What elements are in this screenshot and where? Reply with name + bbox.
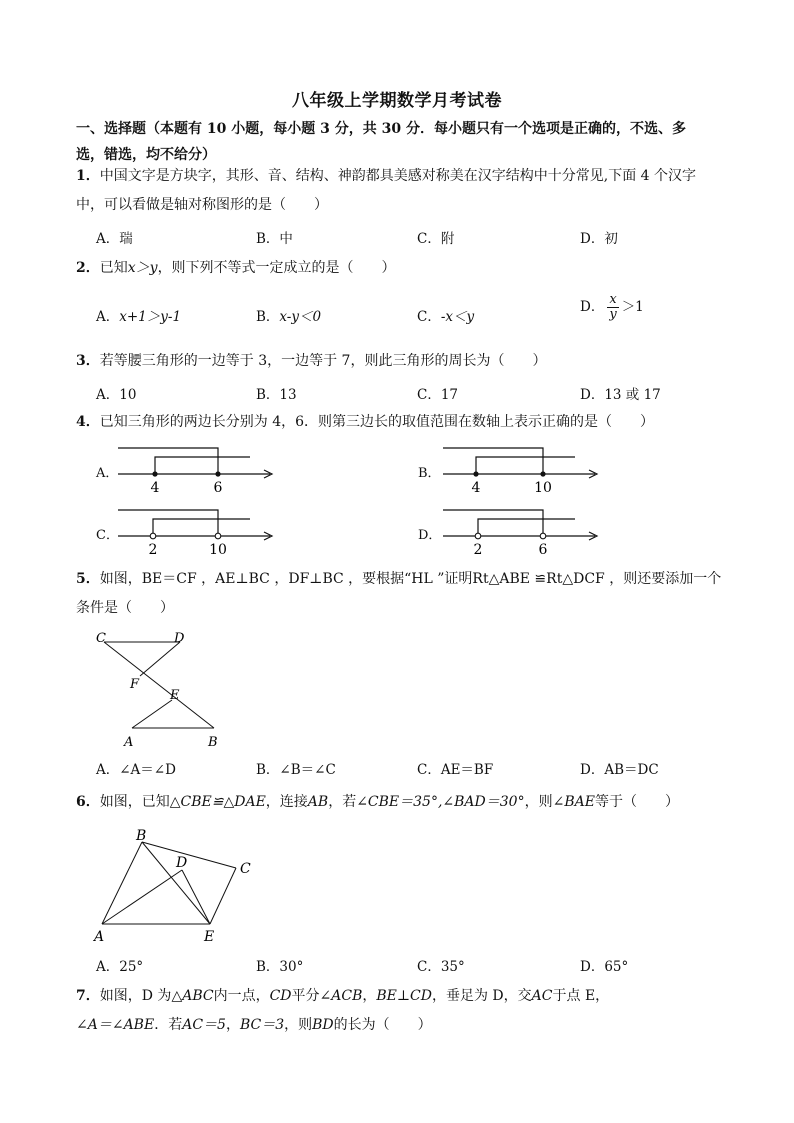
math-expr: BC＝3 — [239, 1017, 285, 1033]
range-bracket — [153, 519, 250, 536]
vertex-label: F — [130, 677, 140, 692]
option-c[interactable]: C．附 — [417, 231, 455, 247]
question-3 — [76, 347, 766, 376]
question-text: 已知三角形的两边长分别为 4，6．则第三边长的取值范围在数轴上表示正确的是（ ） — [99, 414, 655, 430]
number-line-b — [435, 440, 600, 496]
question-text: 若等腰三角形的一边等于 3，一边等于 7，则此三角形的周长为（ ） — [99, 353, 547, 369]
point-hollow — [215, 533, 221, 539]
question-text: 条件是（ ） — [76, 600, 174, 616]
number-line-a — [110, 440, 275, 496]
question-text: ， — [225, 1017, 240, 1033]
section-heading — [76, 116, 756, 168]
point-solid — [215, 471, 220, 476]
segment-ce — [210, 868, 236, 924]
tick-label: 10 — [534, 480, 552, 496]
segment-ab — [102, 842, 142, 924]
segment-bc — [142, 842, 236, 868]
option-b[interactable]: B． — [418, 466, 441, 481]
vertex-label: B — [208, 735, 218, 750]
math-expr: BE⊥CD — [376, 988, 432, 1004]
option-expr: -x＜y — [440, 309, 475, 325]
figure-q6 — [90, 826, 265, 948]
question-3-options — [96, 383, 756, 405]
question-number: 3． — [76, 353, 100, 369]
option-expr: x-y＜0 — [279, 309, 322, 325]
vertex-label: C — [96, 631, 106, 646]
segment-df — [140, 642, 180, 676]
question-5 — [76, 565, 766, 623]
question-number: 4． — [76, 414, 100, 430]
question-text: ， — [362, 988, 377, 1004]
vertex-label: A — [124, 735, 134, 750]
option-b[interactable]: B．30° — [256, 959, 304, 975]
option-b[interactable]: B．∠B＝∠C — [256, 762, 336, 778]
question-text: ，若 — [328, 794, 357, 810]
number-line-d — [435, 502, 600, 558]
option-a[interactable]: A．∠A＝∠D — [96, 762, 176, 778]
vertex-label: E — [170, 688, 180, 703]
question-text: ，则下列不等式一定成立的是（ ） — [157, 260, 396, 276]
range-bracket — [476, 457, 575, 474]
tick-label: 2 — [473, 542, 483, 558]
math-expr: AC — [531, 988, 553, 1004]
option-a[interactable] — [96, 305, 181, 325]
option-d[interactable]: D．初 — [580, 231, 618, 247]
option-b[interactable]: B．中 — [256, 231, 293, 247]
question-text: 如图，D 为 — [99, 988, 172, 1004]
question-text: ，则 — [284, 1017, 313, 1033]
question-text: 于点 E， — [552, 988, 610, 1004]
section-heading-line1: 一、选择题（本题有 10 小题，每小题 3 分，共 30 分．每小题只有一个选项是正确的，不选、多 — [76, 121, 686, 137]
math-expr: ∠ACB — [319, 988, 363, 1004]
question-number: 7． — [76, 988, 100, 1004]
point-hollow — [475, 533, 481, 539]
point-hollow — [150, 533, 156, 539]
question-text: 已知 — [99, 260, 128, 276]
option-b[interactable] — [256, 305, 321, 325]
range-bracket — [443, 510, 543, 536]
point-solid — [473, 471, 478, 476]
option-d[interactable]: D． — [418, 528, 442, 543]
question-text: 中，可以看做是轴对称图形的是（ ） — [76, 197, 328, 213]
question-2-options — [96, 292, 756, 327]
option-expr: ＞1 — [621, 299, 644, 315]
tick-label: 6 — [213, 480, 223, 496]
denominator: y — [609, 307, 617, 322]
segment-ad — [102, 870, 182, 924]
vertex-label: E — [204, 929, 215, 945]
tick-label: 6 — [538, 542, 548, 558]
figure-q5 — [90, 628, 230, 752]
range-bracket — [155, 457, 250, 474]
option-d[interactable] — [580, 293, 644, 322]
tick-label: 2 — [148, 542, 158, 558]
question-number: 6． — [76, 794, 100, 810]
question-text: 内一点， — [213, 988, 270, 1004]
question-text: 的长为（ ） — [333, 1017, 432, 1033]
vertex-label: C — [240, 861, 251, 877]
option-label: D． — [580, 299, 605, 315]
segment-de — [182, 870, 210, 924]
question-text: ，连接 — [265, 794, 308, 810]
math-expr: ∠BAE — [552, 794, 595, 810]
option-label: C． — [417, 309, 441, 325]
question-text: ，则 — [524, 794, 553, 810]
question-7 — [76, 982, 766, 1040]
tick-label: 10 — [209, 542, 227, 558]
segment-cb — [104, 642, 214, 728]
math-expr: △ABC — [171, 988, 214, 1004]
option-c[interactable]: C．35° — [417, 959, 465, 975]
option-label: A． — [96, 309, 120, 325]
tick-label: 4 — [150, 480, 160, 496]
section-heading-line2: 选，错选，均不给分） — [76, 147, 216, 163]
question-4 — [76, 408, 766, 437]
vertex-label: D — [174, 631, 185, 646]
math-expr: ∠CBE＝35°,∠BAD＝30° — [356, 794, 525, 810]
tick-label: 4 — [471, 480, 481, 496]
option-label: B． — [256, 309, 280, 325]
math-expr: BD — [312, 1017, 334, 1033]
option-a[interactable]: A． — [96, 466, 119, 481]
range-bracket — [118, 510, 218, 536]
question-number: 5． — [76, 571, 100, 587]
range-bracket — [443, 448, 543, 474]
math-expr: △CBE≌△DAE — [169, 794, 266, 810]
question-5-options — [96, 758, 756, 780]
question-text: 等于（ ） — [594, 794, 679, 810]
range-bracket — [478, 519, 575, 536]
vertex-label: A — [94, 929, 105, 945]
math-expr: AB — [307, 794, 329, 810]
point-solid — [540, 471, 545, 476]
option-expr: x+1＞y-1 — [119, 309, 182, 325]
option-a[interactable]: A．25° — [96, 959, 144, 975]
question-text: 如图，已知 — [99, 794, 170, 810]
option-d[interactable]: D．13 或 17 — [580, 387, 661, 403]
option-c[interactable] — [417, 305, 474, 325]
option-c[interactable]: C．17 — [417, 387, 459, 403]
question-6 — [76, 788, 766, 817]
vertex-label: B — [136, 828, 147, 844]
question-number: 2． — [76, 260, 100, 276]
fraction — [607, 293, 618, 322]
question-text: 平分 — [291, 988, 320, 1004]
question-2 — [76, 254, 766, 283]
point-solid — [152, 471, 157, 476]
numerator: x — [607, 293, 618, 308]
math-expr: ∠A＝∠ABE — [76, 1017, 155, 1033]
question-6-options — [96, 955, 756, 977]
option-a[interactable]: A．瑞 — [96, 231, 133, 247]
condition-expr: x＞y — [127, 260, 158, 276]
range-bracket — [118, 448, 218, 474]
question-text: 如图，BE＝CF ，AE⊥BC ，DF⊥BC ，要根据“HL ”证明Rt△ABE ≌Rt△DCF ，则还要添加一个 — [99, 571, 722, 587]
number-line-c — [110, 502, 275, 558]
question-text: ，垂足为 D，交 — [431, 988, 532, 1004]
option-c[interactable]: C．AE＝BF — [417, 762, 494, 778]
vertex-label: D — [176, 855, 188, 871]
page-title: 八年级上学期数学月考试卷 — [292, 91, 502, 111]
question-1-options — [96, 227, 756, 249]
question-text: ．若 — [154, 1017, 183, 1033]
math-expr: AC＝5 — [182, 1017, 226, 1033]
math-expr: CD — [269, 988, 292, 1004]
segment-ae — [132, 700, 172, 728]
option-c[interactable]: C． — [96, 528, 119, 543]
question-number: 1． — [76, 168, 100, 184]
point-hollow — [540, 533, 546, 539]
option-d[interactable]: D．65° — [580, 959, 629, 975]
option-d[interactable]: D．AB＝DC — [580, 762, 659, 778]
question-text: 中国文字是方块字，其形、音、结构、神韵都具美感对称美在汉字结构中十分常见,下面 4 个汉字 — [99, 168, 697, 184]
option-b[interactable]: B．13 — [256, 387, 297, 403]
option-a[interactable]: A．10 — [96, 387, 137, 403]
question-1 — [76, 162, 766, 220]
